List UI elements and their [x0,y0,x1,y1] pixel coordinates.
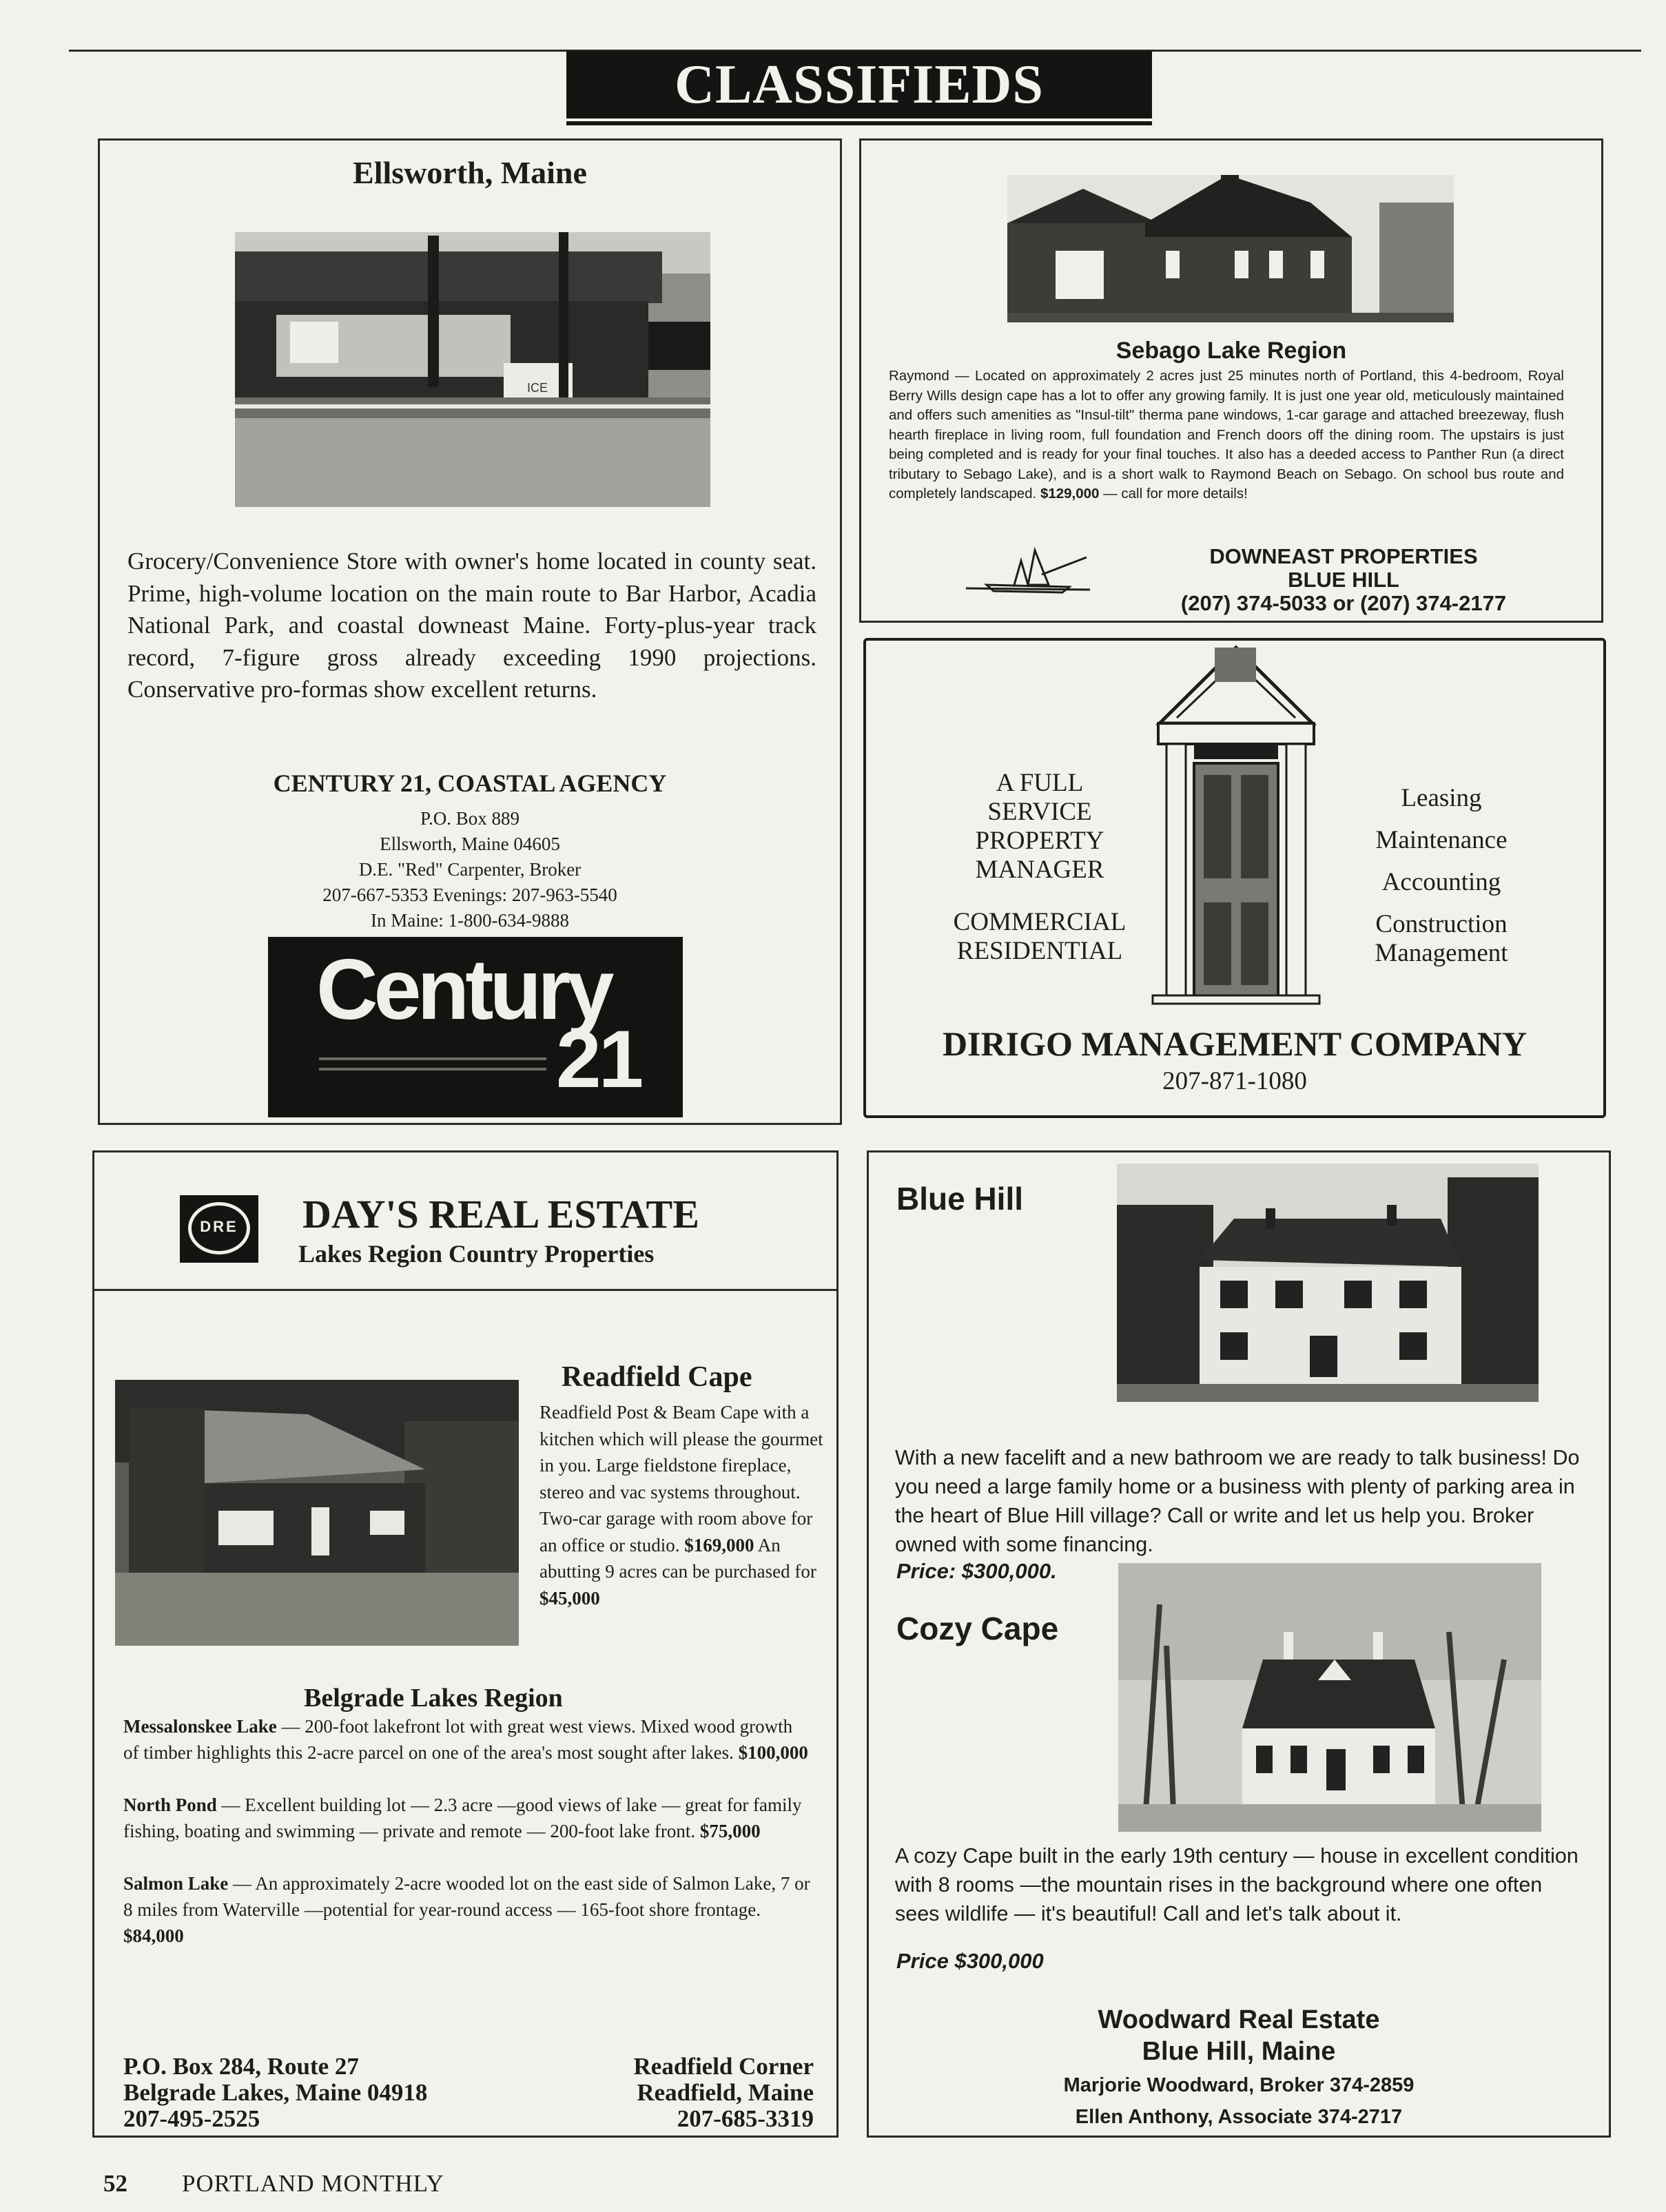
lot-listing [123,1870,812,1949]
service-item: Accounting [1381,868,1501,896]
downeast-phones: (207) 374-5033 or (207) 374-2177 [1180,591,1507,615]
address-line: Belgrade Lakes, Maine 04918 [123,2079,428,2106]
belgrade-lots [123,1713,812,1949]
woodward-associate: Ellen Anthony, Associate 374-2717 [1075,2106,1403,2128]
dirigo-left-line: PROPERTY [975,827,1104,855]
cozy-cape-photo [1118,1563,1541,1832]
address-line: 207-667-5353 Evenings: 207-963-5540 [322,885,617,905]
days-title: DAY'S REAL ESTATE [302,1192,699,1237]
readfield-address [577,2054,814,2132]
sailboat-logo-icon [959,547,1097,602]
lot-name: Messalonskee Lake [123,1716,277,1737]
logo-stripe [319,1068,546,1071]
readfield-body-text2: An abutting 9 acres can be purchased for [539,1534,816,1582]
address-line: Readfield Corner [633,2053,814,2080]
agency-name: CENTURY 21, COASTAL AGENCY [273,769,667,797]
belgrade-heading: Belgrade Lakes Region [304,1684,563,1713]
days-subtitle: Lakes Region Country Properties [298,1240,655,1268]
woodward-ad [867,1150,1611,2138]
readfield-price2: $45,000 [539,1587,600,1609]
section-title: CLASSIFIEDS [566,51,1152,118]
lot-name: North Pond [123,1795,217,1815]
ellsworth-ad [98,138,842,1125]
downeast-town: BLUE HILL [1288,568,1399,592]
lot-listing [123,1713,812,1766]
readfield-cape-image [115,1380,519,1646]
sebago-body-tail: — call for more details! [1103,486,1248,502]
lot-price: $100,000 [738,1742,808,1763]
dirigo-left-line: SERVICE [987,798,1092,826]
address-line: Ellsworth, Maine 04605 [380,834,560,854]
readfield-body-text: Readfield Post & Beam Cape with a kitchen which will please the gourmet in you. Large fieldstone fireplace, stereo and vac systems throughout. Two-car garage with room above for an office or studio. [539,1402,823,1555]
days-ad [92,1150,839,2138]
sebago-ad [859,138,1603,623]
address-line: P.O. Box 889 [420,808,520,829]
lot-price: $75,000 [699,1821,761,1841]
service-item: Management [1375,939,1508,967]
service-item: Construction [1375,910,1508,938]
century-logo-number: 21 [556,1014,641,1105]
dirigo-left-line: RESIDENTIAL [956,937,1123,965]
store-photo [235,232,710,507]
address-line: 207-495-2525 [123,2105,260,2132]
sebago-body-text: Raymond — Located on approximately 2 acres just 25 minutes north of Portland, this 4-bedroom, Royal Berry Wills design cape has a lot to offer any growing family. It is just one year old, meticulously maintained and offers such amenities as "Insul-tilt" therma pane windows, 1-car garage and attached breezeway, flush hearth fireplace in living room, full foundation and French doors off the dining room. The upstairs is just being completed and is ready for your final touches. It also has a deeded access to Panther Run (a direct tributary to Sebago Lake), and is a short walk to Raymond Beach on Sebago. On school bus route and completely landscaped. [889,368,1564,502]
century-logo-word: Century [316,942,610,1037]
readfield-cape-photo [115,1380,519,1646]
lot-name: Salmon Lake [123,1873,229,1894]
readfield-heading: Readfield Cape [562,1361,752,1393]
dirigo-left-line: COMMERCIAL [953,908,1127,936]
banner-underline [566,121,1152,125]
dirigo-phone: 207-871-1080 [1162,1067,1307,1095]
cozy-cape-image [1118,1563,1541,1832]
woodward-broker: Marjorie Woodward, Broker 374-2859 [1063,2074,1415,2096]
page-number: 52 [103,2170,127,2197]
ornate-door-icon [1146,641,1326,1006]
address-line: In Maine: 1-800-634-9888 [371,910,569,931]
publication-name: PORTLAND MONTHLY [182,2170,444,2197]
service-item: Leasing [1401,784,1482,812]
address-line: P.O. Box 284, Route 27 [123,2053,359,2080]
cape-house-image [1007,175,1454,322]
lot-text: — Excellent building lot — 2.3 acre —good views of lake — great for family fishing, boating and swimming — private and remote — 200-foot lake front. [123,1795,802,1841]
sebago-body [889,366,1564,504]
lot-text: — 200-foot lakefront lot with great west views. Mixed wood growth of timber highlights this 2-acre parcel on one of the area's most sought after lakes. [123,1716,793,1763]
logo-stripe [319,1057,546,1060]
lot-listing [123,1792,812,1844]
dirigo-left-line: A FULL [996,769,1084,797]
ice-sign-text: ICE [527,381,548,395]
address-line: Readfield, Maine [637,2079,814,2106]
century21-logo [268,937,683,1117]
service-item: Maintenance [1375,826,1508,854]
dirigo-ad [863,638,1606,1118]
readfield-body [539,1399,827,1611]
woodward-location: Blue Hill, Maine [1142,2037,1336,2066]
days-header-divider [94,1289,836,1291]
blue-hill-house-image [1117,1164,1539,1402]
sebago-heading: Sebago Lake Region [1115,338,1347,364]
woodward-company: Woodward Real Estate [1098,2005,1380,2034]
ellsworth-heading: Ellsworth, Maine [353,155,587,190]
dirigo-left-line: MANAGER [975,856,1104,884]
readfield-price: $169,000 [684,1534,754,1555]
dirigo-left-block [943,769,1136,966]
belgrade-address [123,2054,427,2132]
dre-logo-text: DRE [200,1218,238,1235]
dre-logo [180,1195,258,1263]
store-photo-image [235,232,710,507]
downeast-company: DOWNEAST PROPERTIES [1209,544,1478,568]
sebago-price: $129,000 [1040,486,1100,502]
cozy-cape-price: Price $300,000 [896,1949,1044,1973]
lot-price: $84,000 [123,1925,184,1946]
cozy-cape-body: A cozy Cape built in the early 19th century — house in excellent condition with 8 rooms —the mountain rises in the background where one often sees wildlife — it's beautiful! Call and let's talk about it. [895,1844,1578,1925]
ellsworth-body: Grocery/Convenience Store with owner's home located in county seat. Prime, high-volume location on the main route to Bar Harbor, Acadia National Park, and coastal downeast Maine. Forty-plus-year track record, 7-figure gross already exceeding 1990 projections. Conservative pro-formas show excellent returns. [127,548,816,703]
blue-hill-photo [1117,1164,1539,1402]
dirigo-company: DIRIGO MANAGEMENT COMPANY [942,1024,1528,1063]
lot-text: — An approximately 2-acre wooded lot on the east side of Salmon Lake, 7 or 8 miles from Waterville —potential for year-round access — 165-foot shore frontage. [123,1873,810,1920]
cozy-cape-heading: Cozy Cape [896,1611,1059,1646]
address-line: 207-685-3319 [677,2105,814,2132]
blue-hill-body: With a new facelift and a new bathroom we are ready to talk business! Do you need a large family home or a business with plenty of parking area in the heart of Blue Hill village? Call or write and let us help you. Broker owned with some financing. [895,1446,1580,1556]
blue-hill-heading: Blue Hill [896,1181,1024,1217]
blue-hill-price: Price: $300,000. [896,1559,1057,1583]
cape-house-photo [1007,175,1454,322]
address-line: D.E. "Red" Carpenter, Broker [358,859,582,880]
agency-address [100,806,840,933]
dirigo-services-list [1359,777,1524,967]
